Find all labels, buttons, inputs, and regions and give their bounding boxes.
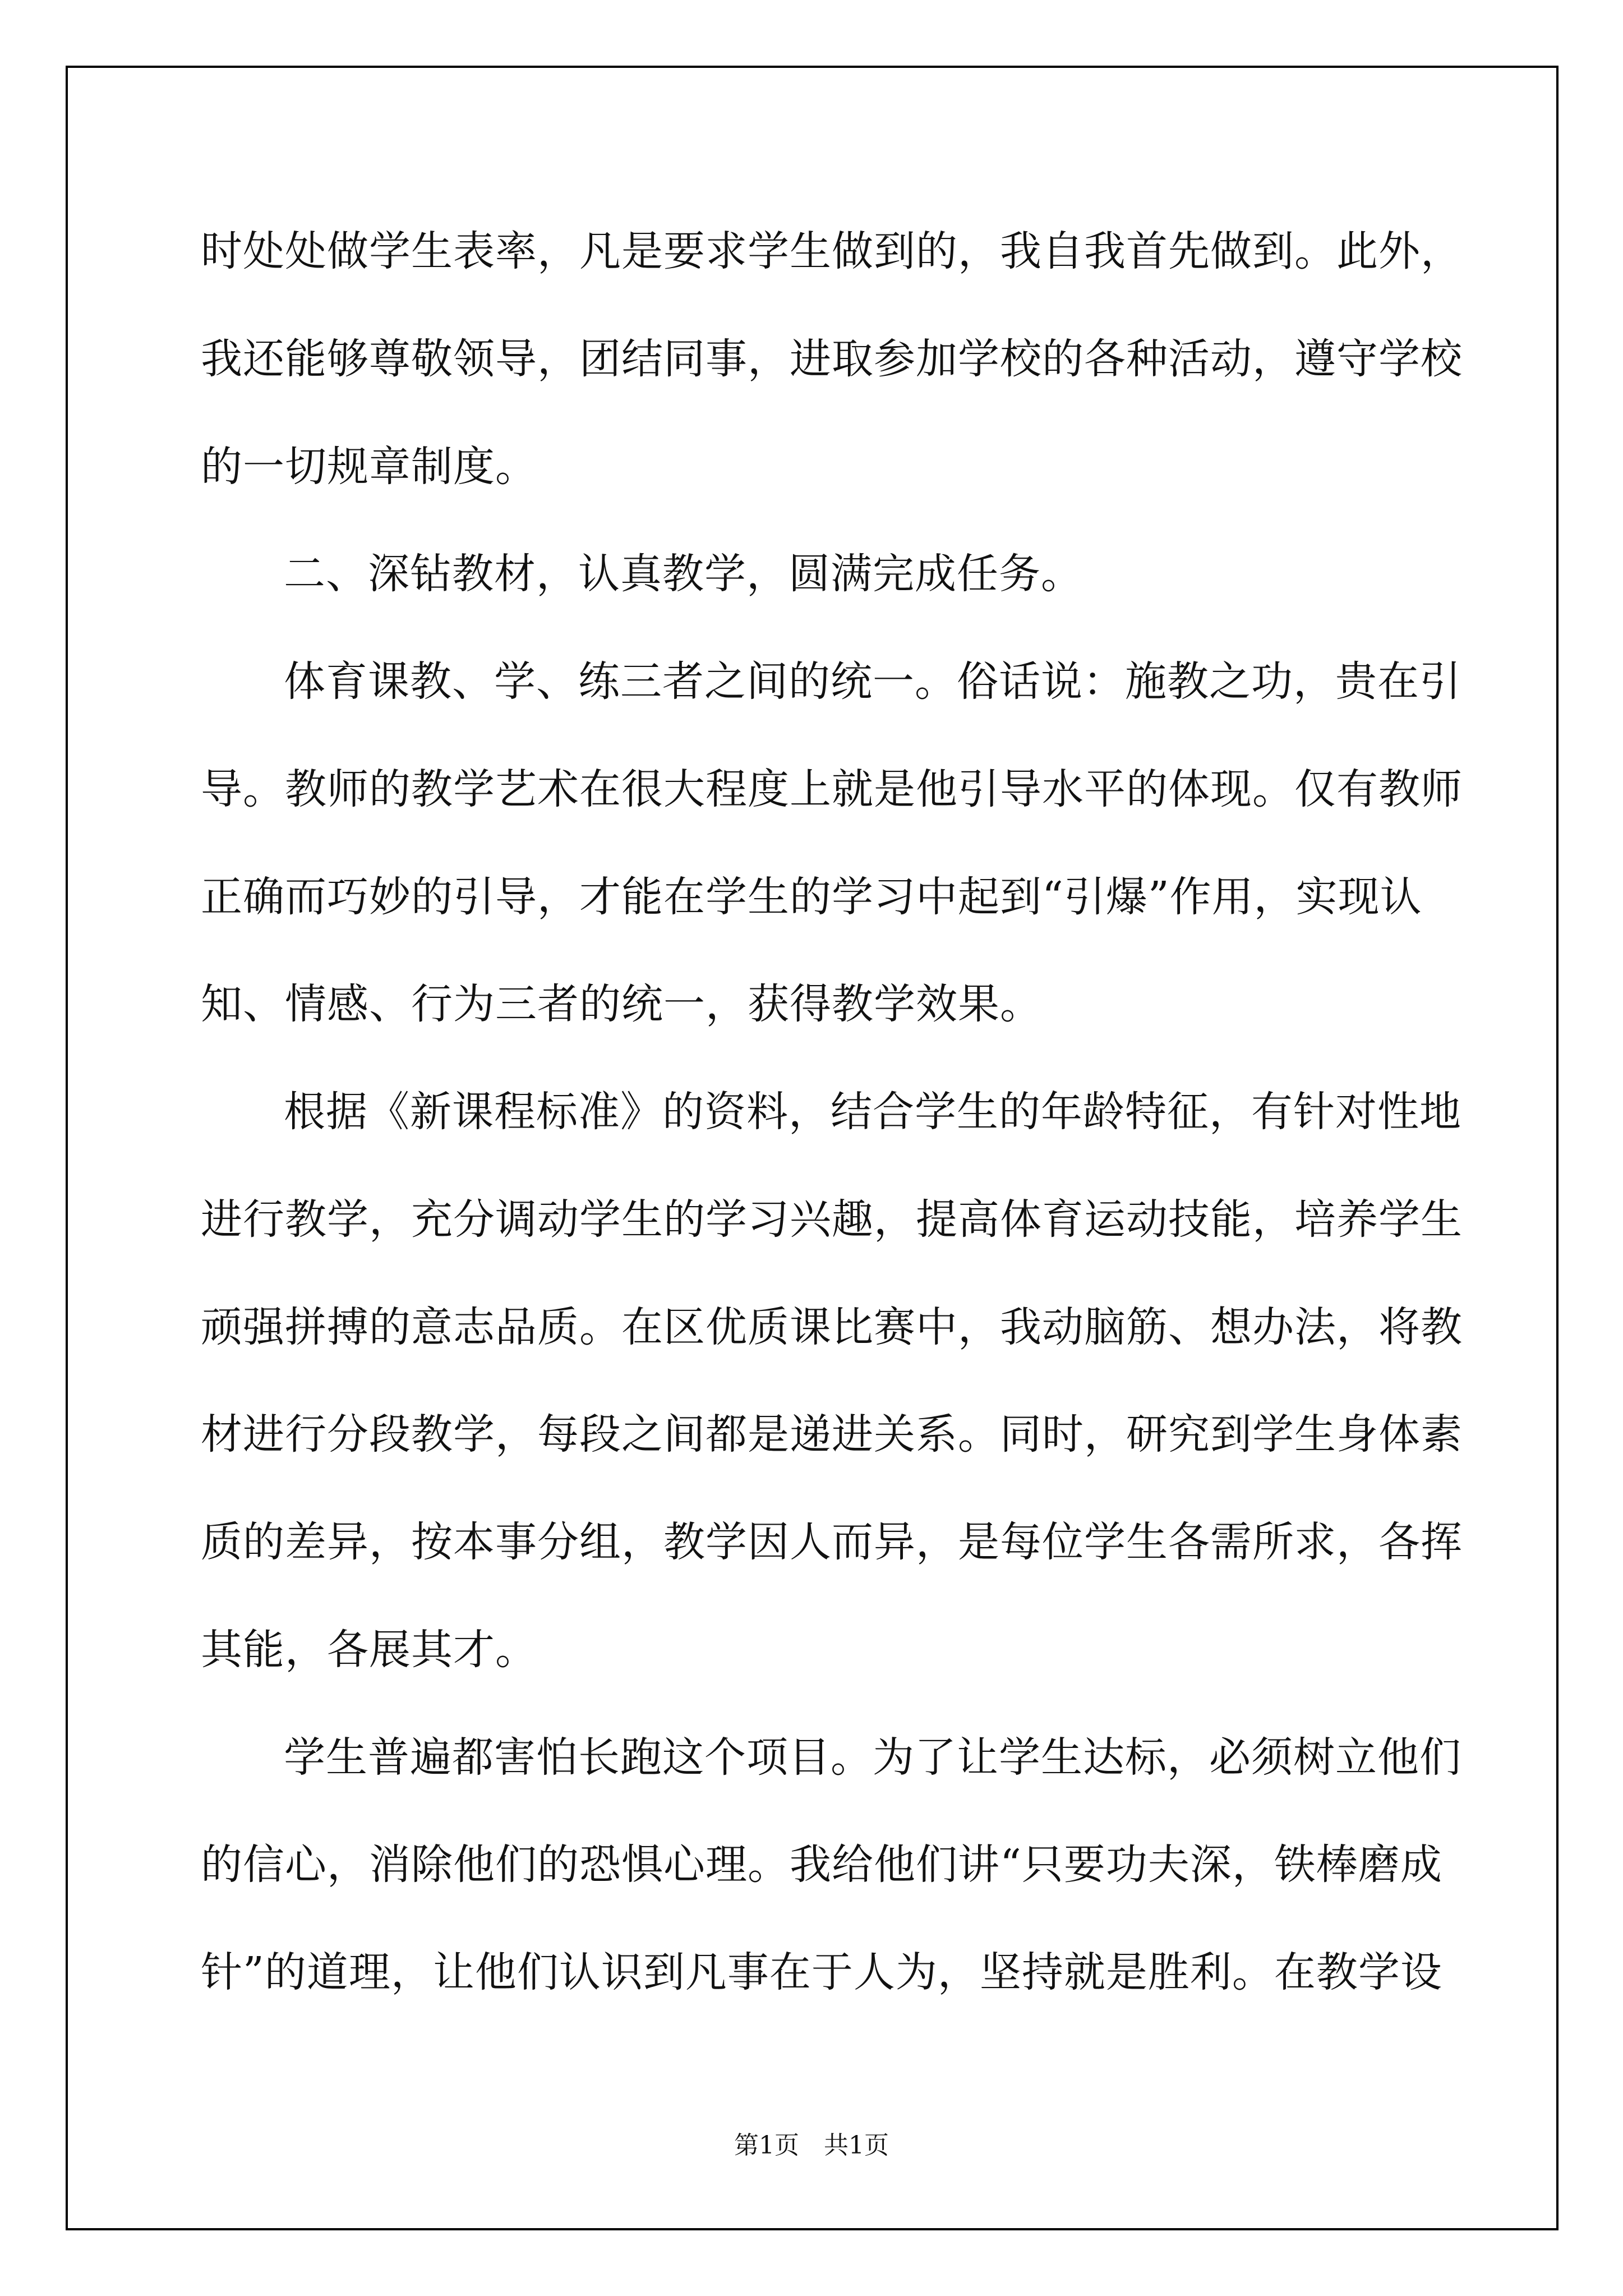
page-number: 第1页 bbox=[734, 2131, 799, 2160]
text-line: 根据《新课程标准》的资料，结合学生的年龄特征，有针对性地 bbox=[284, 1088, 1461, 1136]
section-heading: 二、深钻教材，认真教学，圆满完成任务。 bbox=[284, 550, 1083, 598]
text-line: 材进行分段教学，每段之间都是递进关系。同时，研究到学生身体素 bbox=[201, 1410, 1463, 1458]
text-line: 学生普遍都害怕长跑这个项目。为了让学生达标，必须树立他们 bbox=[284, 1733, 1461, 1782]
page-footer bbox=[0, 2129, 1623, 2162]
text-line: 质的差异，按本事分组，教学因人而异，是每位学生各需所求，各挥 bbox=[201, 1518, 1463, 1566]
text-line: 其能，各展其才。 bbox=[201, 1626, 537, 1674]
text-line: 正确而巧妙的引导，才能在学生的学习中起到“引爆”作用，实现认 bbox=[201, 873, 1422, 921]
text-line: 针”的道理，让他们认识到凡事在于人为，坚持就是胜利。在教学设 bbox=[201, 1948, 1442, 1996]
text-line: 导。教师的教学艺术在很大程度上就是他引导水平的体现。仅有教师 bbox=[201, 765, 1463, 813]
text-line: 顽强拼搏的意志品质。在区优质课比赛中，我动脑筋、想办法，将教 bbox=[201, 1303, 1463, 1351]
text-line: 体育课教、学、练三者之间的统一。俗话说：施教之功，贵在引 bbox=[284, 657, 1461, 706]
text-line: 的信心，消除他们的恐惧心理。我给他们讲“只要功夫深，铁棒磨成 bbox=[201, 1841, 1442, 1889]
text-line: 时处处做学生表率，凡是要求学生做到的，我自我首先做到。此外， bbox=[201, 227, 1463, 275]
text-line: 我还能够尊敬领导，团结同事，进取参加学校的各种活动，遵守学校 bbox=[201, 335, 1463, 383]
page-border bbox=[66, 66, 1559, 2230]
text-line: 进行教学，充分调动学生的学习兴趣，提高体育运动技能，培养学生 bbox=[201, 1195, 1463, 1244]
text-line: 知、情感、行为三者的统一，获得教学效果。 bbox=[201, 980, 1042, 1028]
page-total: 共1页 bbox=[824, 2131, 889, 2160]
text-line: 的一切规章制度。 bbox=[201, 443, 537, 491]
